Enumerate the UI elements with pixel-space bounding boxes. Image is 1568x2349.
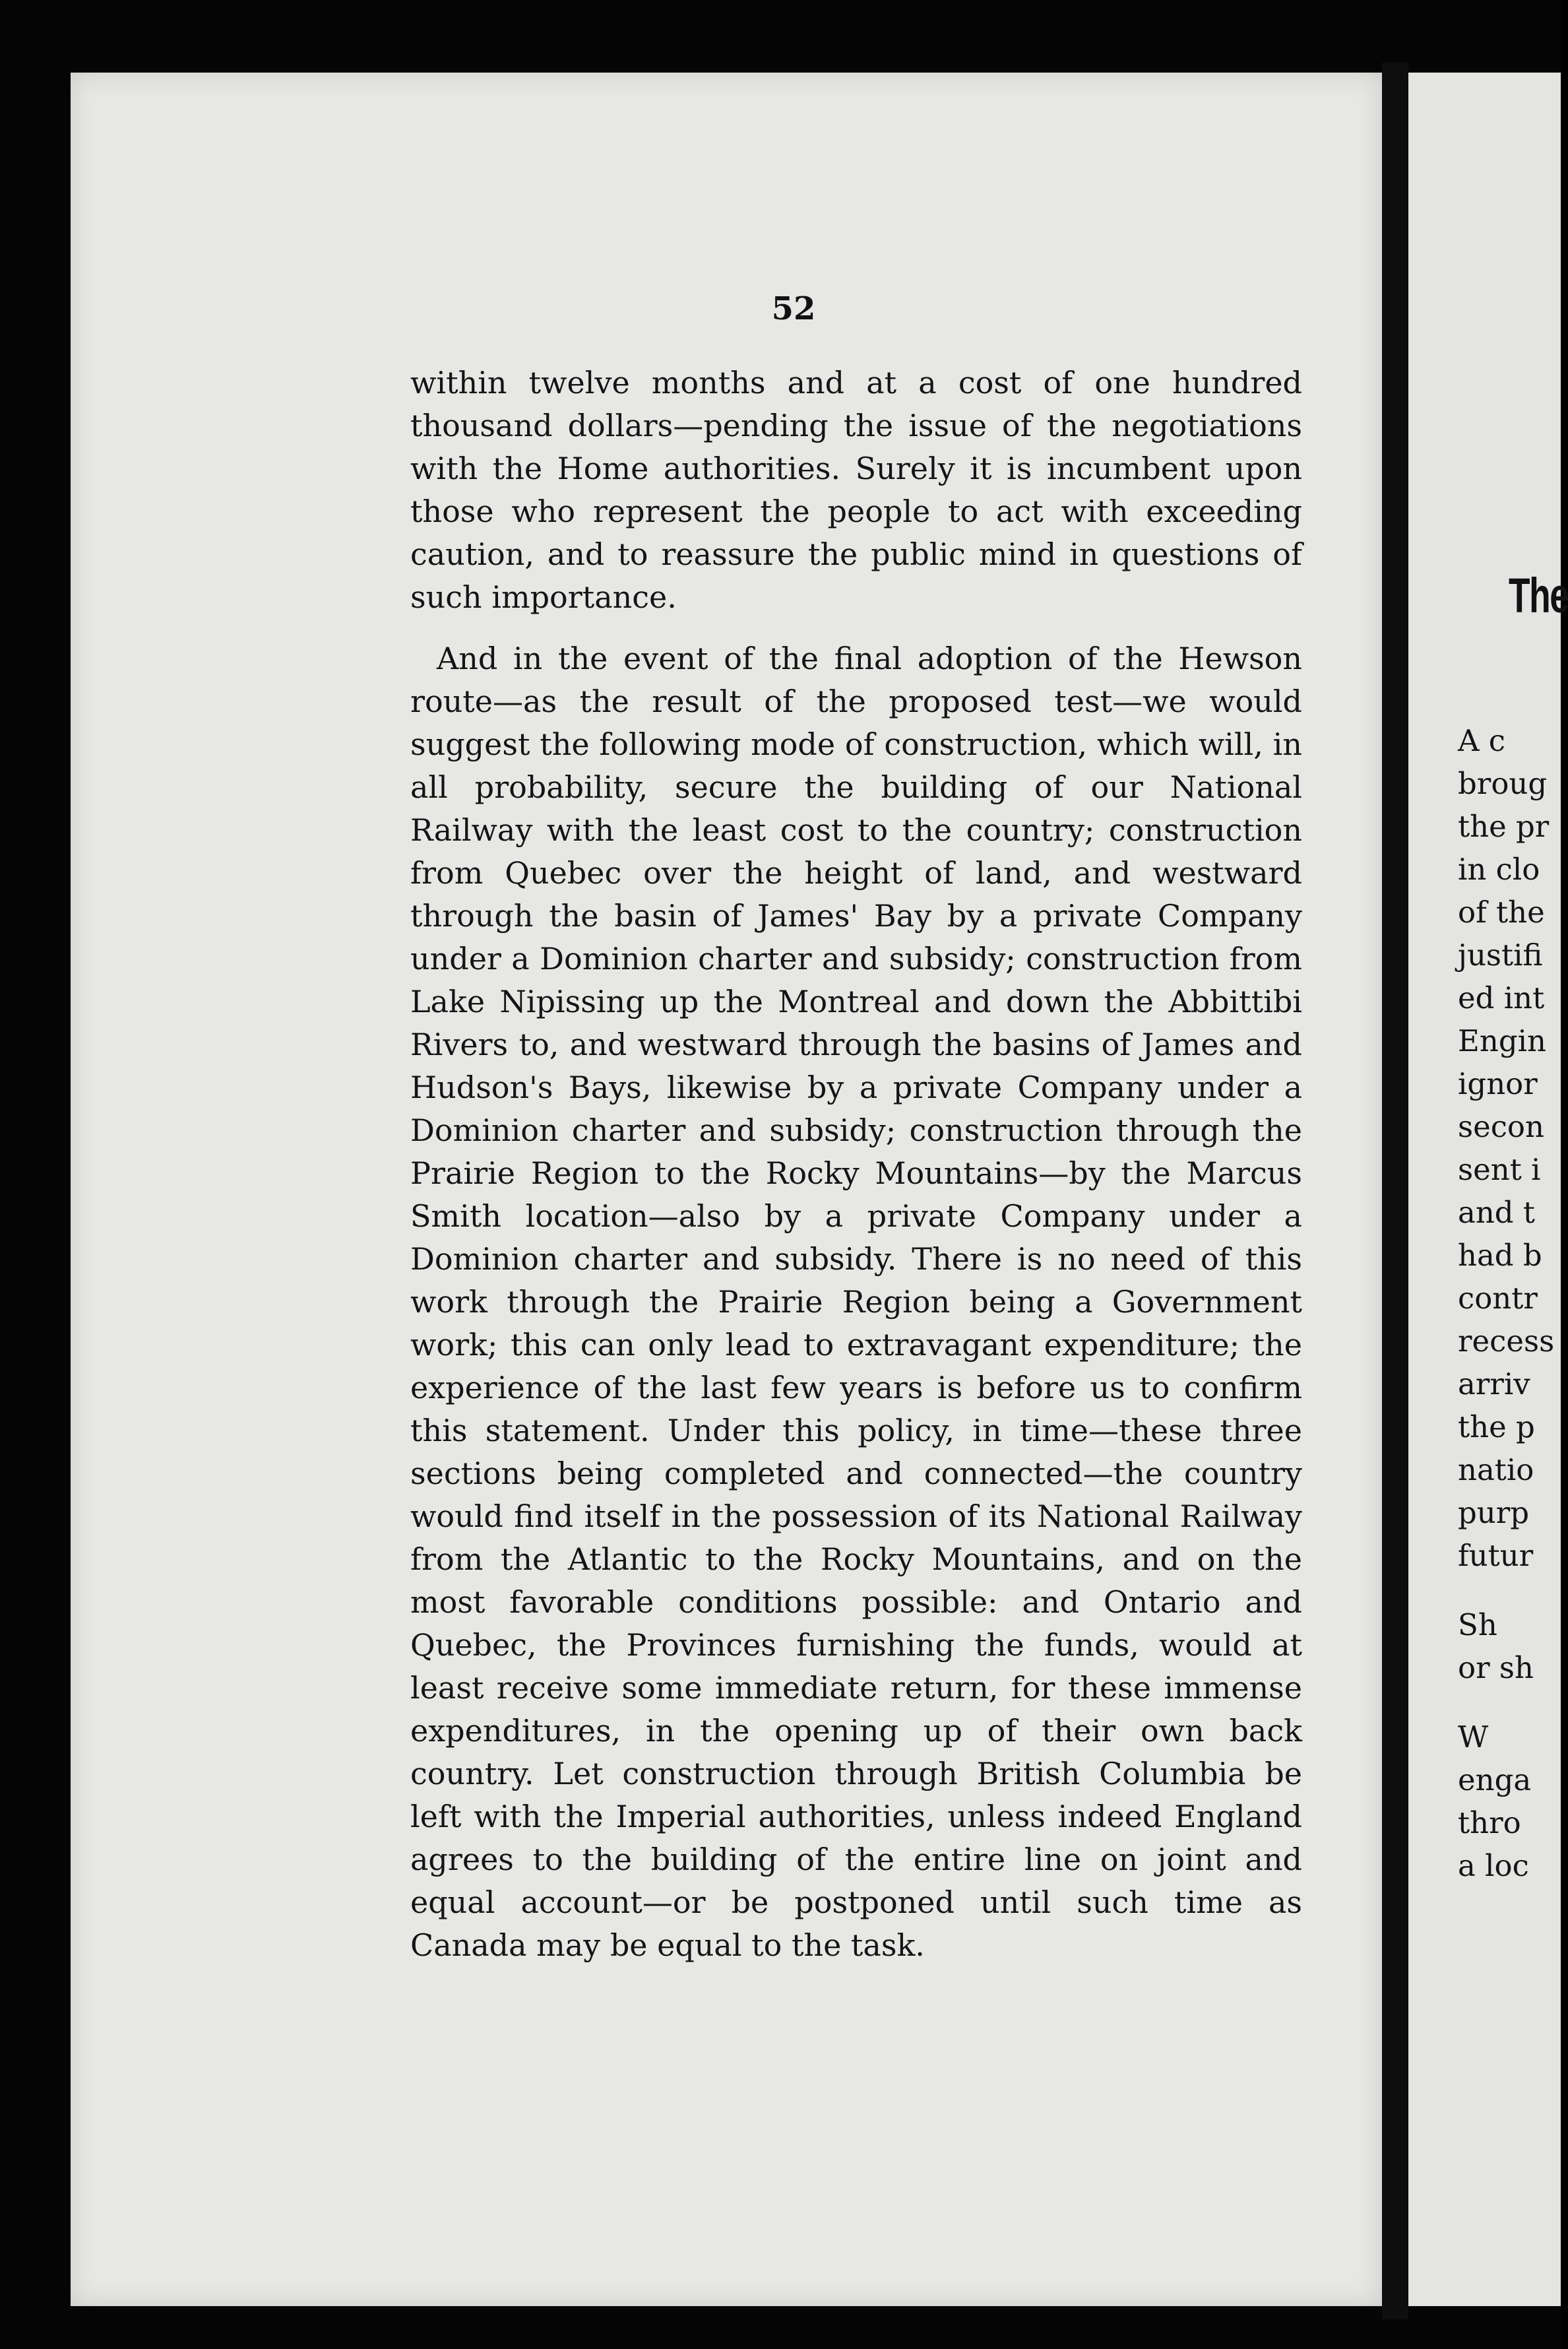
facing-page-paragraph-gap bbox=[1458, 1689, 1554, 1716]
facing-page-heading-fragment: The bbox=[1509, 568, 1568, 623]
facing-page-line-fragment: A c bbox=[1458, 723, 1506, 758]
facing-page-line-fragment: or sh bbox=[1458, 1650, 1534, 1685]
facing-page-line-fragment: sent i bbox=[1458, 1152, 1541, 1187]
facing-page-line-fragment: enga bbox=[1458, 1762, 1532, 1797]
facing-page-line-fragment: futur bbox=[1458, 1538, 1534, 1573]
paragraph-2: And in the event of the final adoption of the Hewson route—as the result of the proposed test—we would suggest the following mode of construction, which will, in all probability, secure the building of our National Railway with the least cost to the country; construction from Quebec over the height of land, and westward through the basin of James' Bay by a private Company under a Dominion charter and subsidy; construction from Lake Nipissing up the Montreal and down the Abbittibi Rivers to, and westward through the basins of James and Hudson's Bays, likewise by a private Company under a Dominion charter and subsidy; construction through the Prairie Region to the Rocky Mountains—by the Marcus Smith location—also by a private Company under a Dominion charter and subsidy. There is no need of this work through the Prairie Region being a Government work; this can only lead to extravagant expenditure; the experience of the last few years is before us to confirm this statement. Under this policy, in time—these three sections being completed and connected—the country would find itself in the possession of its National Railway from the Atlantic to the Rocky Mountains, and on the most favorable conditions possible: and Ontario and Quebec, the Provinces furnishing the funds, would at least receive some immediate return, for these immense expenditures, in the opening up of their own back country. Let construction through British Columbia be left with the Imperial authorities, unless indeed England agrees to the building of the entire line on joint and equal account—or be postponed until such time as Canada may be equal to the task. bbox=[410, 641, 1302, 1963]
facing-page-text-fragments bbox=[1458, 719, 1554, 1887]
facing-page-line-fragment: a loc bbox=[1458, 1848, 1529, 1883]
facing-page-line-fragment: in clo bbox=[1458, 852, 1540, 887]
facing-page-line-fragment: justifi bbox=[1458, 938, 1543, 973]
facing-page-line-fragment: broug bbox=[1458, 766, 1548, 801]
book-gutter bbox=[1382, 63, 1408, 2319]
facing-page-line-fragment: ignor bbox=[1458, 1066, 1538, 1101]
facing-page-line-fragment: recess bbox=[1458, 1324, 1555, 1359]
facing-page-paragraph-gap bbox=[1458, 1577, 1554, 1603]
facing-page-line-fragment: natio bbox=[1458, 1452, 1534, 1487]
body-text bbox=[410, 362, 1302, 1967]
facing-page-line-fragment: secon bbox=[1458, 1109, 1545, 1144]
facing-page-line-fragment: the pr bbox=[1458, 809, 1550, 844]
facing-page-line-fragment: purp bbox=[1458, 1495, 1530, 1530]
facing-page-line-fragment: Sh bbox=[1458, 1607, 1497, 1642]
facing-page-line-fragment: Engin bbox=[1458, 1023, 1547, 1058]
facing-page-line-fragment: arriv bbox=[1458, 1367, 1530, 1401]
paragraph-1: within twelve months and at a cost of one hundred thousand dollars—pending the issue of the negotiations with the Home authorities. Surely it is incumbent upon those who represent the people to act with exceeding caution, and to reassure the public mind in questions of such importance. bbox=[410, 365, 1302, 615]
facing-page-line-fragment: W bbox=[1458, 1720, 1489, 1754]
facing-page-line-fragment: and t bbox=[1458, 1195, 1536, 1230]
page-number-text: 52 bbox=[771, 290, 816, 327]
facing-page-line-fragment: the p bbox=[1458, 1409, 1535, 1444]
facing-page-line-fragment: thro bbox=[1458, 1805, 1521, 1840]
facing-page-line-fragment: of the bbox=[1458, 895, 1545, 930]
facing-page-line-fragment: had b bbox=[1458, 1238, 1542, 1273]
facing-page-line-fragment: contr bbox=[1458, 1281, 1538, 1316]
facing-page-line-fragment: ed int bbox=[1458, 981, 1545, 1015]
page-number bbox=[0, 290, 1561, 327]
